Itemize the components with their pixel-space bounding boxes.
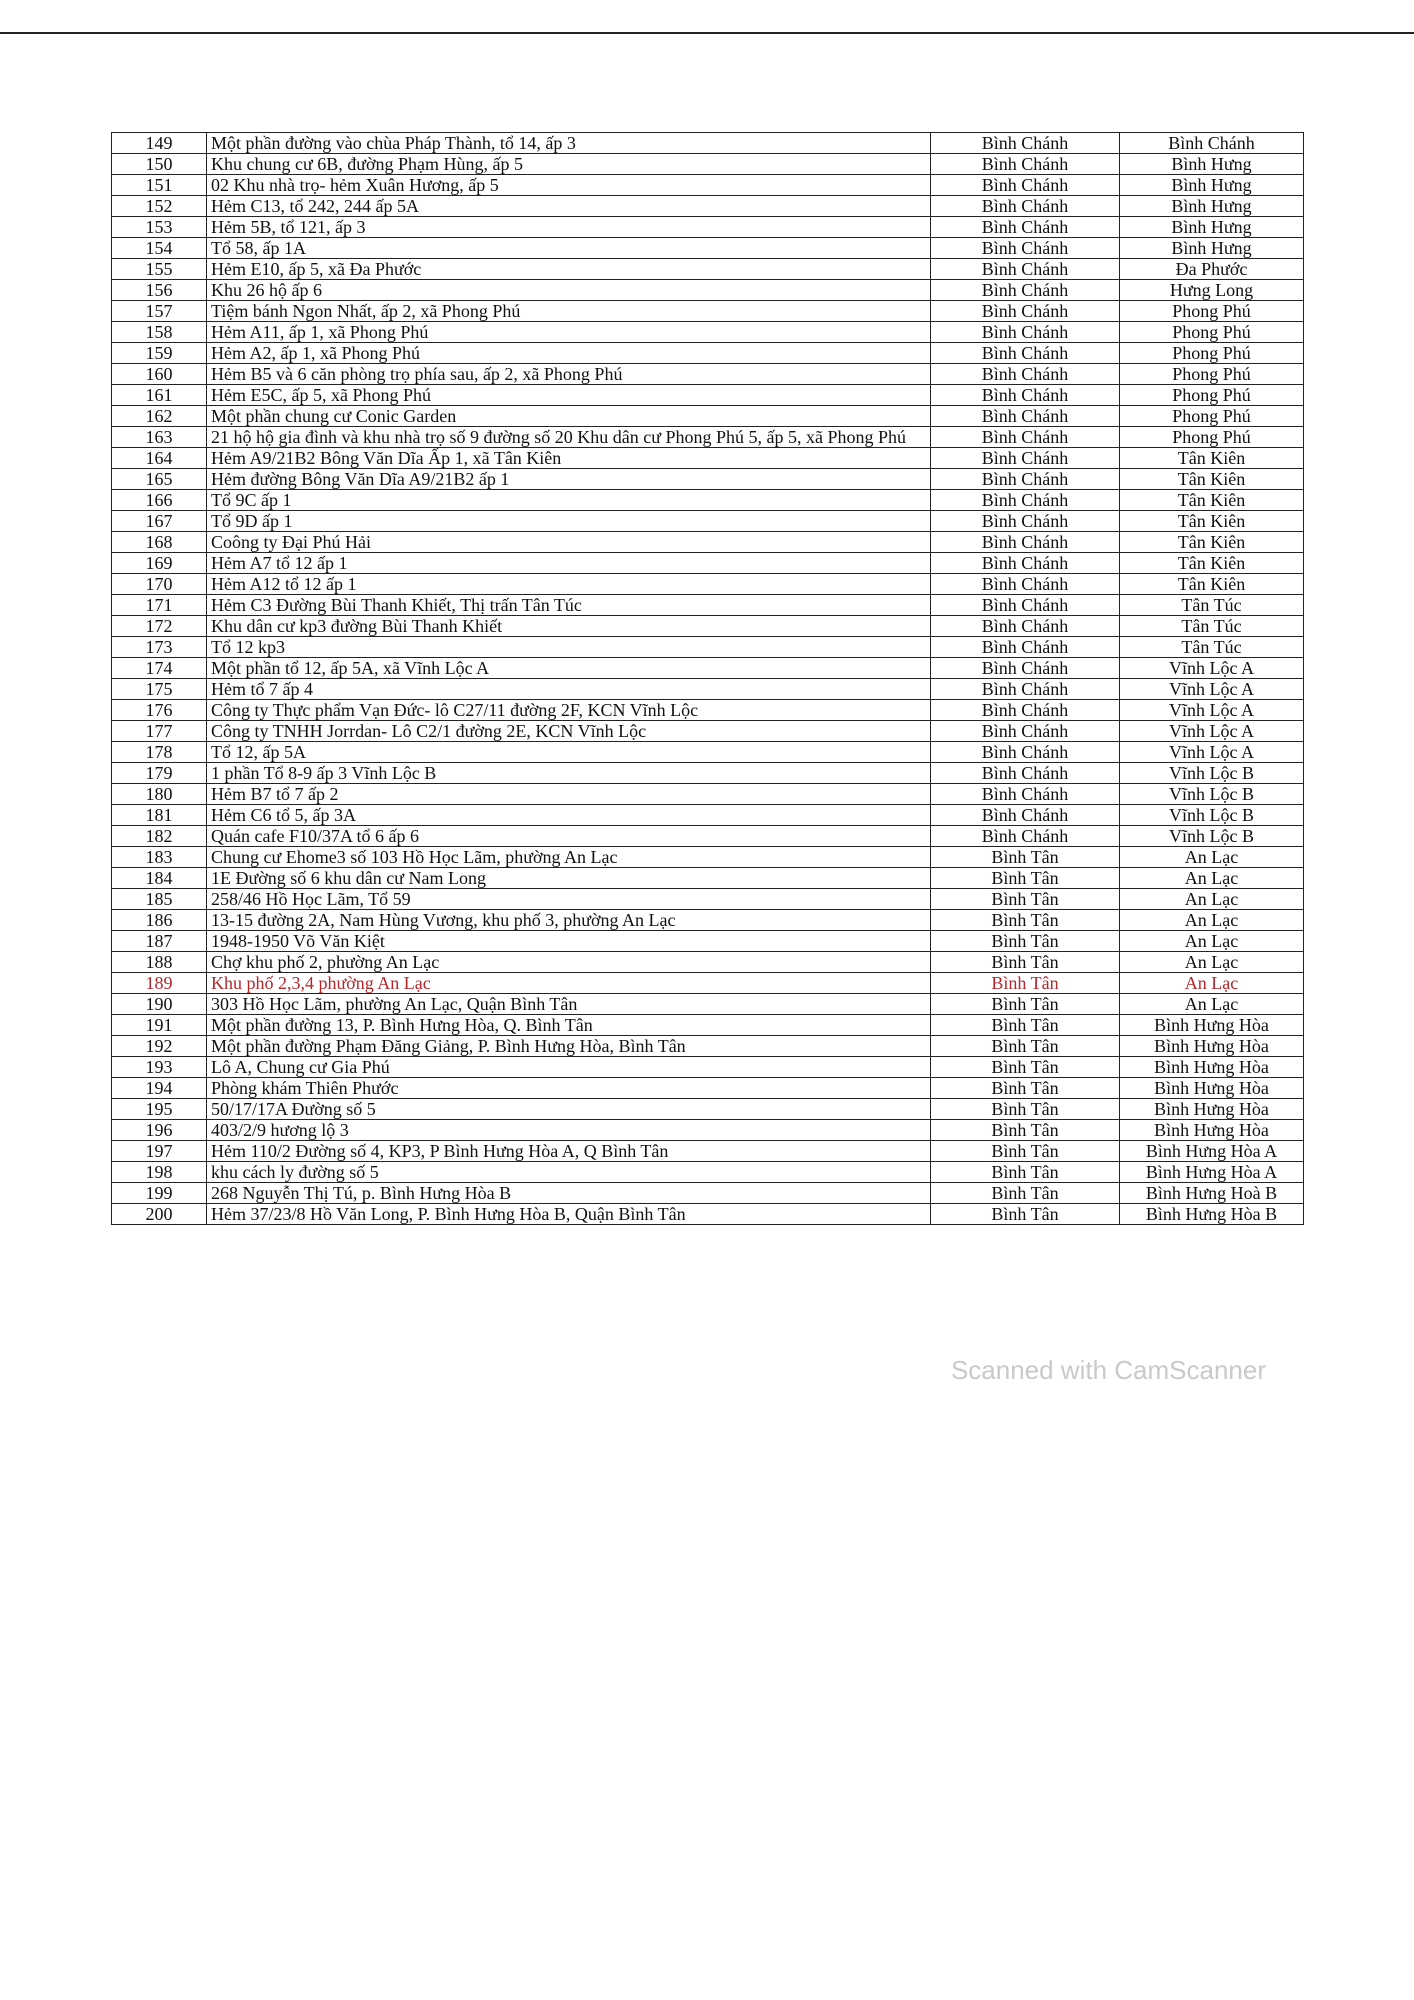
location-cell: Hẻm 37/23/8 Hồ Văn Long, P. Bình Hưng Hòa B, Quận Bình Tân xyxy=(207,1204,931,1225)
district-cell: Bình Tân xyxy=(931,1162,1120,1183)
location-cell: Một phần chung cư Conic Garden xyxy=(207,406,931,427)
ward-cell: Tân Kiên xyxy=(1120,469,1304,490)
table-row xyxy=(112,1099,1304,1120)
location-cell: Khu dân cư kp3 đường Bùi Thanh Khiết xyxy=(207,616,931,637)
district-cell: Bình Chánh xyxy=(931,196,1120,217)
table-row xyxy=(112,910,1304,931)
location-cell: Hẻm C6 tổ 5, ấp 3A xyxy=(207,805,931,826)
district-cell: Bình Tân xyxy=(931,868,1120,889)
row-number-cell: 154 xyxy=(112,238,207,259)
location-cell: Hẻm A9/21B2 Bông Văn Dĩa Ấp 1, xã Tân Kiên xyxy=(207,448,931,469)
table-row xyxy=(112,238,1304,259)
table-row xyxy=(112,637,1304,658)
row-number-cell: 168 xyxy=(112,532,207,553)
ward-cell: Bình Hưng xyxy=(1120,196,1304,217)
ward-cell: Bình Hưng xyxy=(1120,217,1304,238)
table-row xyxy=(112,658,1304,679)
row-number-cell: 177 xyxy=(112,721,207,742)
table-row xyxy=(112,1036,1304,1057)
table-row xyxy=(112,490,1304,511)
district-cell: Bình Chánh xyxy=(931,784,1120,805)
table-row xyxy=(112,847,1304,868)
location-cell: Hẻm A12 tổ 12 ấp 1 xyxy=(207,574,931,595)
location-cell: Khu phố 2,3,4 phường An Lạc xyxy=(207,973,931,994)
ward-cell: Tân Kiên xyxy=(1120,553,1304,574)
ward-cell: Tân Kiên xyxy=(1120,490,1304,511)
location-cell: Tổ 9C ấp 1 xyxy=(207,490,931,511)
location-cell: Hẻm C13, tổ 242, 244 ấp 5A xyxy=(207,196,931,217)
ward-cell: Bình Hưng Hoà B xyxy=(1120,1183,1304,1204)
table-row xyxy=(112,973,1304,994)
district-cell: Bình Chánh xyxy=(931,574,1120,595)
ward-cell: An Lạc xyxy=(1120,889,1304,910)
location-cell: Khu 26 hộ ấp 6 xyxy=(207,280,931,301)
district-cell: Bình Tân xyxy=(931,847,1120,868)
row-number-cell: 178 xyxy=(112,742,207,763)
table-row xyxy=(112,133,1304,154)
location-cell: Hẻm tổ 7 ấp 4 xyxy=(207,679,931,700)
table-row xyxy=(112,154,1304,175)
row-number-cell: 175 xyxy=(112,679,207,700)
table-row xyxy=(112,889,1304,910)
table-row xyxy=(112,427,1304,448)
district-cell: Bình Chánh xyxy=(931,154,1120,175)
ward-cell: Bình Hưng Hòa xyxy=(1120,1099,1304,1120)
location-cell: Một phần đường vào chùa Pháp Thành, tổ 14, ấp 3 xyxy=(207,133,931,154)
district-cell: Bình Chánh xyxy=(931,448,1120,469)
row-number-cell: 159 xyxy=(112,343,207,364)
ward-cell: Phong Phú xyxy=(1120,364,1304,385)
table-row xyxy=(112,175,1304,196)
table-row xyxy=(112,1120,1304,1141)
ward-cell: Bình Hưng xyxy=(1120,238,1304,259)
ward-cell: Tân Kiên xyxy=(1120,448,1304,469)
table-row xyxy=(112,1015,1304,1036)
district-cell: Bình Chánh xyxy=(931,532,1120,553)
ward-cell: Vĩnh Lộc B xyxy=(1120,826,1304,847)
table-row xyxy=(112,805,1304,826)
table-row xyxy=(112,553,1304,574)
row-number-cell: 170 xyxy=(112,574,207,595)
district-cell: Bình Chánh xyxy=(931,658,1120,679)
table-row xyxy=(112,322,1304,343)
row-number-cell: 194 xyxy=(112,1078,207,1099)
location-cell: Hẻm E10, ấp 5, xã Đa Phước xyxy=(207,259,931,280)
row-number-cell: 199 xyxy=(112,1183,207,1204)
location-cell: Công ty TNHH Jorrdan- Lô C2/1 đường 2E, KCN Vĩnh Lộc xyxy=(207,721,931,742)
table-row xyxy=(112,343,1304,364)
district-cell: Bình Tân xyxy=(931,1057,1120,1078)
ward-cell: Bình Hưng xyxy=(1120,175,1304,196)
location-cell: Coông ty Đại Phú Hải xyxy=(207,532,931,553)
location-cell: 258/46 Hồ Học Lãm, Tổ 59 xyxy=(207,889,931,910)
row-number-cell: 180 xyxy=(112,784,207,805)
ward-cell: Vĩnh Lộc A xyxy=(1120,721,1304,742)
row-number-cell: 169 xyxy=(112,553,207,574)
location-cell: 13-15 đường 2A, Nam Hùng Vương, khu phố 3, phường An Lạc xyxy=(207,910,931,931)
ward-cell: Phong Phú xyxy=(1120,385,1304,406)
table-row xyxy=(112,763,1304,784)
table-row xyxy=(112,196,1304,217)
row-number-cell: 166 xyxy=(112,490,207,511)
location-cell: Tổ 12, ấp 5A xyxy=(207,742,931,763)
location-cell: 303 Hồ Học Lãm, phường An Lạc, Quận Bình Tân xyxy=(207,994,931,1015)
table-row xyxy=(112,511,1304,532)
location-cell: Tổ 58, ấp 1A xyxy=(207,238,931,259)
district-cell: Bình Tân xyxy=(931,931,1120,952)
location-cell: 1948-1950 Võ Văn Kiệt xyxy=(207,931,931,952)
location-cell: Công ty Thực phẩm Vạn Đức- lô C27/11 đường 2F, KCN Vĩnh Lộc xyxy=(207,700,931,721)
location-cell: Một phần tổ 12, ấp 5A, xã Vĩnh Lộc A xyxy=(207,658,931,679)
district-cell: Bình Chánh xyxy=(931,805,1120,826)
table-row xyxy=(112,952,1304,973)
location-cell: Chung cư Ehome3 số 103 Hồ Học Lãm, phường An Lạc xyxy=(207,847,931,868)
row-number-cell: 196 xyxy=(112,1120,207,1141)
table-row xyxy=(112,616,1304,637)
row-number-cell: 189 xyxy=(112,973,207,994)
location-cell: Tiệm bánh Ngon Nhất, ấp 2, xã Phong Phú xyxy=(207,301,931,322)
ward-cell: Phong Phú xyxy=(1120,406,1304,427)
row-number-cell: 164 xyxy=(112,448,207,469)
table-row xyxy=(112,994,1304,1015)
row-number-cell: 176 xyxy=(112,700,207,721)
table-row xyxy=(112,1183,1304,1204)
ward-cell: An Lạc xyxy=(1120,868,1304,889)
ward-cell: Bình Hưng xyxy=(1120,154,1304,175)
ward-cell: An Lạc xyxy=(1120,847,1304,868)
table-row xyxy=(112,469,1304,490)
ward-cell: Vĩnh Lộc B xyxy=(1120,805,1304,826)
district-cell: Bình Chánh xyxy=(931,364,1120,385)
ward-cell: An Lạc xyxy=(1120,931,1304,952)
location-cell: Tổ 9D ấp 1 xyxy=(207,511,931,532)
district-cell: Bình Chánh xyxy=(931,217,1120,238)
ward-cell: Bình Hưng Hòa xyxy=(1120,1057,1304,1078)
location-cell: 403/2/9 hương lộ 3 xyxy=(207,1120,931,1141)
ward-cell: Vĩnh Lộc B xyxy=(1120,763,1304,784)
ward-cell: Bình Hưng Hòa B xyxy=(1120,1204,1304,1225)
location-cell: Hẻm A2, ấp 1, xã Phong Phú xyxy=(207,343,931,364)
ward-cell: Tân Túc xyxy=(1120,595,1304,616)
location-cell: Hẻm A11, ấp 1, xã Phong Phú xyxy=(207,322,931,343)
location-cell: 02 Khu nhà trọ- hẻm Xuân Hương, ấp 5 xyxy=(207,175,931,196)
location-cell: Hẻm C3 Đường Bùi Thanh Khiết, Thị trấn Tân Túc xyxy=(207,595,931,616)
location-cell: 1E Đường số 6 khu dân cư Nam Long xyxy=(207,868,931,889)
location-cell: 50/17/17A Đường số 5 xyxy=(207,1099,931,1120)
district-cell: Bình Tân xyxy=(931,973,1120,994)
row-number-cell: 160 xyxy=(112,364,207,385)
location-cell: Chợ khu phố 2, phường An Lạc xyxy=(207,952,931,973)
table-row xyxy=(112,1204,1304,1225)
ward-cell: Hưng Long xyxy=(1120,280,1304,301)
ward-cell: Bình Hưng Hòa xyxy=(1120,1015,1304,1036)
ward-cell: Đa Phước xyxy=(1120,259,1304,280)
district-cell: Bình Tân xyxy=(931,1015,1120,1036)
district-cell: Bình Tân xyxy=(931,1141,1120,1162)
row-number-cell: 191 xyxy=(112,1015,207,1036)
district-cell: Bình Tân xyxy=(931,994,1120,1015)
top-border-line xyxy=(0,32,1414,34)
district-cell: Bình Tân xyxy=(931,889,1120,910)
table-row xyxy=(112,700,1304,721)
district-cell: Bình Chánh xyxy=(931,595,1120,616)
table-row xyxy=(112,217,1304,238)
table-row xyxy=(112,721,1304,742)
row-number-cell: 172 xyxy=(112,616,207,637)
district-cell: Bình Chánh xyxy=(931,490,1120,511)
district-cell: Bình Chánh xyxy=(931,553,1120,574)
row-number-cell: 163 xyxy=(112,427,207,448)
ward-cell: Phong Phú xyxy=(1120,301,1304,322)
ward-cell: Phong Phú xyxy=(1120,322,1304,343)
district-cell: Bình Tân xyxy=(931,910,1120,931)
district-cell: Bình Chánh xyxy=(931,700,1120,721)
row-number-cell: 192 xyxy=(112,1036,207,1057)
location-cell: Tổ 12 kp3 xyxy=(207,637,931,658)
ward-cell: Bình Hưng Hòa xyxy=(1120,1078,1304,1099)
district-cell: Bình Chánh xyxy=(931,175,1120,196)
row-number-cell: 185 xyxy=(112,889,207,910)
row-number-cell: 165 xyxy=(112,469,207,490)
district-cell: Bình Chánh xyxy=(931,406,1120,427)
row-number-cell: 162 xyxy=(112,406,207,427)
district-cell: Bình Chánh xyxy=(931,385,1120,406)
table-row xyxy=(112,742,1304,763)
location-cell: Phòng khám Thiên Phước xyxy=(207,1078,931,1099)
row-number-cell: 183 xyxy=(112,847,207,868)
table-row xyxy=(112,280,1304,301)
row-number-cell: 174 xyxy=(112,658,207,679)
row-number-cell: 149 xyxy=(112,133,207,154)
district-cell: Bình Chánh xyxy=(931,259,1120,280)
row-number-cell: 188 xyxy=(112,952,207,973)
row-number-cell: 187 xyxy=(112,931,207,952)
row-number-cell: 158 xyxy=(112,322,207,343)
row-number-cell: 198 xyxy=(112,1162,207,1183)
ward-cell: Bình Chánh xyxy=(1120,133,1304,154)
table-row xyxy=(112,406,1304,427)
district-cell: Bình Chánh xyxy=(931,742,1120,763)
district-cell: Bình Chánh xyxy=(931,721,1120,742)
ward-cell: Bình Hưng Hòa xyxy=(1120,1120,1304,1141)
location-cell: Khu chung cư 6B, đường Phạm Hùng, ấp 5 xyxy=(207,154,931,175)
location-cell: Hẻm E5C, ấp 5, xã Phong Phú xyxy=(207,385,931,406)
district-cell: Bình Tân xyxy=(931,952,1120,973)
table-row xyxy=(112,1162,1304,1183)
table-row xyxy=(112,1141,1304,1162)
district-cell: Bình Chánh xyxy=(931,763,1120,784)
table-row xyxy=(112,574,1304,595)
table-row xyxy=(112,532,1304,553)
row-number-cell: 197 xyxy=(112,1141,207,1162)
table-row xyxy=(112,784,1304,805)
ward-cell: Bình Hưng Hòa A xyxy=(1120,1162,1304,1183)
district-cell: Bình Tân xyxy=(931,1204,1120,1225)
row-number-cell: 157 xyxy=(112,301,207,322)
table-row xyxy=(112,385,1304,406)
row-number-cell: 179 xyxy=(112,763,207,784)
row-number-cell: 190 xyxy=(112,994,207,1015)
location-cell: 21 hộ hộ gia đình và khu nhà trọ số 9 đường số 20 Khu dân cư Phong Phú 5, ấp 5, xã Phong Phú xyxy=(207,427,931,448)
row-number-cell: 167 xyxy=(112,511,207,532)
location-cell: 268 Nguyễn Thị Tú, p. Bình Hưng Hòa B xyxy=(207,1183,931,1204)
district-cell: Bình Chánh xyxy=(931,133,1120,154)
row-number-cell: 153 xyxy=(112,217,207,238)
district-cell: Bình Chánh xyxy=(931,427,1120,448)
location-table xyxy=(111,132,1304,1225)
table-row xyxy=(112,1057,1304,1078)
district-cell: Bình Tân xyxy=(931,1183,1120,1204)
location-cell: khu cách ly đường số 5 xyxy=(207,1162,931,1183)
ward-cell: An Lạc xyxy=(1120,973,1304,994)
district-cell: Bình Chánh xyxy=(931,616,1120,637)
ward-cell: Vĩnh Lộc B xyxy=(1120,784,1304,805)
ward-cell: Vĩnh Lộc A xyxy=(1120,658,1304,679)
row-number-cell: 150 xyxy=(112,154,207,175)
location-cell: Hẻm B7 tổ 7 ấp 2 xyxy=(207,784,931,805)
ward-cell: Vĩnh Lộc A xyxy=(1120,742,1304,763)
location-cell: Lô A, Chung cư Gia Phú xyxy=(207,1057,931,1078)
ward-cell: Bình Hưng Hòa xyxy=(1120,1036,1304,1057)
district-cell: Bình Chánh xyxy=(931,280,1120,301)
ward-cell: Vĩnh Lộc A xyxy=(1120,700,1304,721)
row-number-cell: 182 xyxy=(112,826,207,847)
row-number-cell: 193 xyxy=(112,1057,207,1078)
location-cell: Hẻm B5 và 6 căn phòng trọ phía sau, ấp 2, xã Phong Phú xyxy=(207,364,931,385)
ward-cell: Tân Kiên xyxy=(1120,574,1304,595)
location-cell: Một phần đường Phạm Đăng Giảng, P. Bình Hưng Hòa, Bình Tân xyxy=(207,1036,931,1057)
table-row xyxy=(112,448,1304,469)
district-cell: Bình Tân xyxy=(931,1036,1120,1057)
table-row xyxy=(112,301,1304,322)
table-row xyxy=(112,679,1304,700)
ward-cell: Tân Kiên xyxy=(1120,511,1304,532)
row-number-cell: 156 xyxy=(112,280,207,301)
district-cell: Bình Chánh xyxy=(931,238,1120,259)
district-cell: Bình Tân xyxy=(931,1120,1120,1141)
row-number-cell: 200 xyxy=(112,1204,207,1225)
row-number-cell: 195 xyxy=(112,1099,207,1120)
row-number-cell: 173 xyxy=(112,637,207,658)
district-cell: Bình Chánh xyxy=(931,679,1120,700)
location-cell: Hẻm 5B, tổ 121, ấp 3 xyxy=(207,217,931,238)
district-cell: Bình Tân xyxy=(931,1078,1120,1099)
ward-cell: Tân Túc xyxy=(1120,616,1304,637)
row-number-cell: 171 xyxy=(112,595,207,616)
table-row xyxy=(112,595,1304,616)
location-cell: Một phần đường 13, P. Bình Hưng Hòa, Q. Bình Tân xyxy=(207,1015,931,1036)
ward-cell: Tân Túc xyxy=(1120,637,1304,658)
location-cell: Hẻm đường Bông Văn Dĩa A9/21B2 ấp 1 xyxy=(207,469,931,490)
row-number-cell: 181 xyxy=(112,805,207,826)
ward-cell: An Lạc xyxy=(1120,994,1304,1015)
row-number-cell: 186 xyxy=(112,910,207,931)
ward-cell: An Lạc xyxy=(1120,910,1304,931)
ward-cell: Vĩnh Lộc A xyxy=(1120,679,1304,700)
row-number-cell: 161 xyxy=(112,385,207,406)
location-cell: Hẻm 110/2 Đường số 4, KP3, P Bình Hưng Hòa A, Q Bình Tân xyxy=(207,1141,931,1162)
table-row xyxy=(112,364,1304,385)
district-cell: Bình Chánh xyxy=(931,301,1120,322)
location-cell: Hẻm A7 tổ 12 ấp 1 xyxy=(207,553,931,574)
district-cell: Bình Chánh xyxy=(931,469,1120,490)
table-row xyxy=(112,931,1304,952)
location-table-body xyxy=(112,133,1304,1225)
ward-cell: An Lạc xyxy=(1120,952,1304,973)
ward-cell: Tân Kiên xyxy=(1120,532,1304,553)
table-row xyxy=(112,868,1304,889)
ward-cell: Phong Phú xyxy=(1120,427,1304,448)
district-cell: Bình Tân xyxy=(931,1099,1120,1120)
row-number-cell: 152 xyxy=(112,196,207,217)
ward-cell: Phong Phú xyxy=(1120,343,1304,364)
district-cell: Bình Chánh xyxy=(931,343,1120,364)
row-number-cell: 155 xyxy=(112,259,207,280)
table-row xyxy=(112,1078,1304,1099)
row-number-cell: 151 xyxy=(112,175,207,196)
district-cell: Bình Chánh xyxy=(931,511,1120,532)
table-row xyxy=(112,826,1304,847)
location-cell: Quán cafe F10/37A tổ 6 ấp 6 xyxy=(207,826,931,847)
row-number-cell: 184 xyxy=(112,868,207,889)
district-cell: Bình Chánh xyxy=(931,322,1120,343)
location-cell: 1 phần Tổ 8-9 ấp 3 Vĩnh Lộc B xyxy=(207,763,931,784)
district-cell: Bình Chánh xyxy=(931,826,1120,847)
district-cell: Bình Chánh xyxy=(931,637,1120,658)
camscanner-watermark: Scanned with CamScanner xyxy=(950,1355,1266,1385)
table-row xyxy=(112,259,1304,280)
ward-cell: Bình Hưng Hòa A xyxy=(1120,1141,1304,1162)
